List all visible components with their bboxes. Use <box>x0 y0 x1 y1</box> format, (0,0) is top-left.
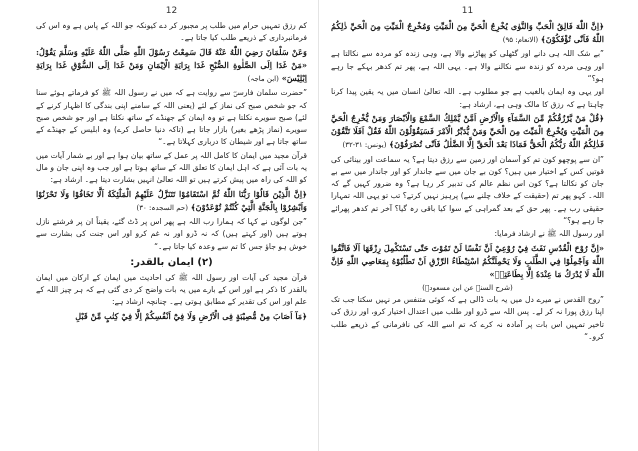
arabic-quote <box>36 188 307 215</box>
urdu-paragraph: کم رزق تمہیں حرام میں طلب پر مجبور کر دے کیونکہ جو اللہ کے پاس ہے وہ اس کی فرمانبرداری کے ذریعے طلب کیا جاتا ہے۔ <box>36 21 307 43</box>
arabic-quote-text: ﴿مَآ اَصَابَ مِنْ مُّصِيْبَةٍ فِى الْاَرْضِ وَلَا فِيْٓ اَنْفُسِكُمْ اِلَّا فِيْ كِتٰبٍ مِّنْ قَبْلِ <box>75 310 307 321</box>
arabic-quote-text: ﴿اِنَّ اللّٰهَ فَالِقُ الْحَبِّ وَالنَّوٰى يُخْرِجُ الْحَيَّ مِنَ الْمَيِّتِ وَمُخْرِجُ الْمَيِّتِ مِنَ الْحَيِّ ذٰلِكُمُ اللّٰهُ فَاَنّٰى تُؤْفَكُوْنَ﴾ <box>331 21 604 45</box>
arabic-quote <box>36 310 307 323</box>
urdu-paragraph: ”ان سے پوچھو کون تم کو آسمان اور زمین سے رزق دیتا ہے؟ یہ سماعت اور بینائی کی قوتیں کس کے اختیار میں ہیں؟ کون بے جان میں سے جاندار کو اور جاندار میں سے بے جان کو نکالتا ہے؟ کون اس نظم عالم کی تدبیر کر رہا ہے؟ وہ ضرور کہیں گے کہ اللہ۔ کہو پھر تم (حقیقت کے خلاف چلنے سے) پرہیز نہیں کرتے؟ تب تو یہی اللہ تمہارا حقیقی رب ہے۔ پھر حق کے بعد گمراہی کے سوا کیا باقی رہ گیا؟ آخر تم کدھر پھرائے جا رہے ہو؟“ <box>331 154 604 225</box>
arabic-quote-text: ﴿قُلْ مَنْ يَّرْزُقُكُمْ مِّنَ السَّمَآءِ وَالْاَرْضِ اَمَّنْ يَّمْلِكُ السَّمْعَ وَالْاَبْصَارَ وَمَنْ يُّخْرِجُ الْحَيَّ مِنَ الْمَيِّتِ وَيُخْرِجُ الْمَيِّتَ مِنَ الْحَيِّ وَمَنْ يُّدَبِّرُ الْاَمْرَ فَسَيَقُوْلُوْنَ اللّٰهُ فَقُلْ اَفَلَا تَتَّقُوْنَ فَذٰلِكُمُ اللّٰهُ رَبُّكُمُ الْحَقُّ فَمَاذَا بَعْدَ الْحَقِّ اِلَّا الضَّلٰلُ فَاَنّٰى تُصْرَفُوْنَ﴾ <box>331 112 604 150</box>
right-page <box>319 0 638 451</box>
arabic-quote <box>331 112 604 153</box>
quote-reference: (یونس: ۳۱-۳۲) <box>342 141 387 150</box>
arabic-quote-text: «اِنَّ رُوْحَ الْقُدُسِ نَفَثَ فِيْ رُوْعِيْ اَنَّ نَفْسًا لَنْ تَمُوْتَ حَتّٰى تَسْتَكْمِلَ رِزْقَهَا اَلَا فَاتَّقُوا اللّٰهَ وَاَجْمِلُوْا فِي الطَّلَبِ وَلَا يَحْمِلَنَّكُمُ اسْتِبْطَاءُ الرِّزْقِ اَنْ تَطْلُبُوْهُ بِمَعَاصِي اللّٰهِ فَاِنَّ اللّٰهَ لَا يُدْرَكُ مَا عِنْدَهٗ اِلَّا بِطَاعَتِهٖ» <box>331 242 604 279</box>
urdu-paragraph: قرآن مجید میں ایمان کا کامل اللہ پر عمل کے ساتھ بیان ہوا ہے اور بے شمار آیات میں یہ بات آئی ہے کہ اہل ایمان کا تعلق اللہ کے ساتھ ہوتا ہے اور جب وہ اپنی جان و مال کو اللہ کی راہ میں پیش کرتے ہیں تو اللہ تعالیٰ انہیں بشارت دیتا ہے۔ ارشاد ہے: <box>36 150 307 185</box>
arabic-quote-text: وَعَنْ سَلْمَانَ رَضِيَ اللّٰهُ عَنْهُ قَالَ سَمِعْتُ رَسُوْلَ اللّٰهِ صَلَّى اللّٰهُ عَلَيْهِ وَسَلَّمَ يَقُوْلُ: «مَنْ غَدَا اِلَى الصَّلٰوةِ الصُّبْحِ غَدَا بِرَايَةِ الْاِيْمَانِ وَمَنْ غَدَا اِلَى السُّوْقِ غَدَا بِرَايَةِ اِبْلِيْسَ» <box>36 46 307 83</box>
quote-reference: (حم السجدہ: ۳۰) <box>136 203 188 212</box>
arabic-quote-text: ﴿اِنَّ الَّذِيْنَ قَالُوْا رَبُّنَا اللّٰهُ ثُمَّ اسْتَقَامُوْا تَتَنَزَّلُ عَلَيْهِمُ الْمَلٰٓئِكَةُ اَلَّا تَخَافُوْا وَلَا تَحْزَنُوْا وَاَبْشِرُوْا بِالْجَنَّةِ الَّتِيْ كُنْتُمْ تُوْعَدُوْنَ﴾ <box>36 188 307 212</box>
quote-reference: (الانعام: ۹۵) <box>502 36 539 45</box>
left-page-text-column <box>36 20 307 323</box>
page-number: 11 <box>461 6 474 16</box>
arabic-quote <box>331 20 604 47</box>
urdu-paragraph: ”بے شک اللہ ہی دانے اور گٹھلی کو پھاڑنے والا ہے، وہی زندہ کو مردہ سے نکالتا ہے اور وہی مردہ کو زندہ سے نکالنے والا ہے۔ یہی اللہ ہے، پھر تم کدھر بہکے جا رہے ہو؟“ <box>331 49 604 83</box>
section-heading: (۲) ایمان بالقدر: <box>130 256 213 268</box>
urdu-paragraph: ”جن لوگوں نے کہا کہ ہمارا رب اللہ ہے پھر اس پر ڈٹ گئے، یقیناً ان پر فرشتے نازل ہوتے ہیں (اور کہتے ہیں) کہ نہ ڈرو اور نہ غم کرو اور اس جنت کی بشارت سے خوش ہو جاؤ جس کا تم سے وعدہ کیا جاتا ہے۔“ <box>36 216 307 251</box>
right-page-text-column <box>331 20 604 343</box>
urdu-paragraph: ”روح القدس نے میرے دل میں یہ بات ڈالی ہے کہ کوئی متنفس مر نہیں سکتا جب تک اپنا رزق پورا نہ کر لے۔ پس اللہ سے ڈرو اور طلب میں اعتدال اختیار کرو، اور رزق کی تاخیر تمہیں اس بات پر آمادہ نہ کرے کہ تم اسے اللہ کی نافرمانی کے ذریعے طلب کرو۔“ <box>331 295 604 342</box>
arabic-quote <box>331 242 604 282</box>
urdu-paragraph: ”حضرت سلمان فارسیؓ سے روایت ہے کہ میں نے رسول اللہ ﷺ کو فرماتے ہوئے سنا کہ جو شخص صبح کی نماز کے لئے (یعنی اللہ کے سامنے اپنی بندگی کا اظہار کرنے کے لئے) صبح سویرے نکلتا ہے تو وہ ایمان کے جھنڈے کے ساتھ نکلتا ہے اور جو شخص صبح سویرے (نماز پڑھے بغیر) بازار جاتا ہے (تاکہ دنیا حاصل کرے) وہ ابلیس کے جھنڈے کے ساتھ جاتا ہے اور شیطان کا درباری کہلاتا ہے۔“ <box>36 88 307 147</box>
quote-reference: (ابن ماجہ) <box>247 75 279 83</box>
page-number: 12 <box>165 6 178 16</box>
urdu-paragraph: قرآن مجید کی آیات اور رسول اللہ ﷺ کی احادیث میں ایمان کے ارکان میں ایمان بالقدر کا ذکر ہے اور اس کے بارے میں یہ بات واضح کر دی گئی ہے کہ ہر چیز اللہ کے علم اور اس کی تقدیر کے مطابق ہوتی ہے۔ چنانچہ ارشاد ہے: <box>36 272 307 307</box>
urdu-paragraph: اور رسول اللہ ﷺ نے ارشاد فرمایا: <box>494 229 604 239</box>
urdu-paragraph: اور یہی وہ ایمان بالغیب ہے جو مطلوب ہے۔ اللہ تعالیٰ انسان میں یہ یقین پیدا کرنا چاہتا ہے کہ رزق کا مالک وہی ہے، ارشاد ہے: <box>331 87 604 109</box>
hadith-source: (شرح السنہ عن ابن مسعودؓ) <box>422 283 513 293</box>
arabic-quote <box>36 46 307 87</box>
